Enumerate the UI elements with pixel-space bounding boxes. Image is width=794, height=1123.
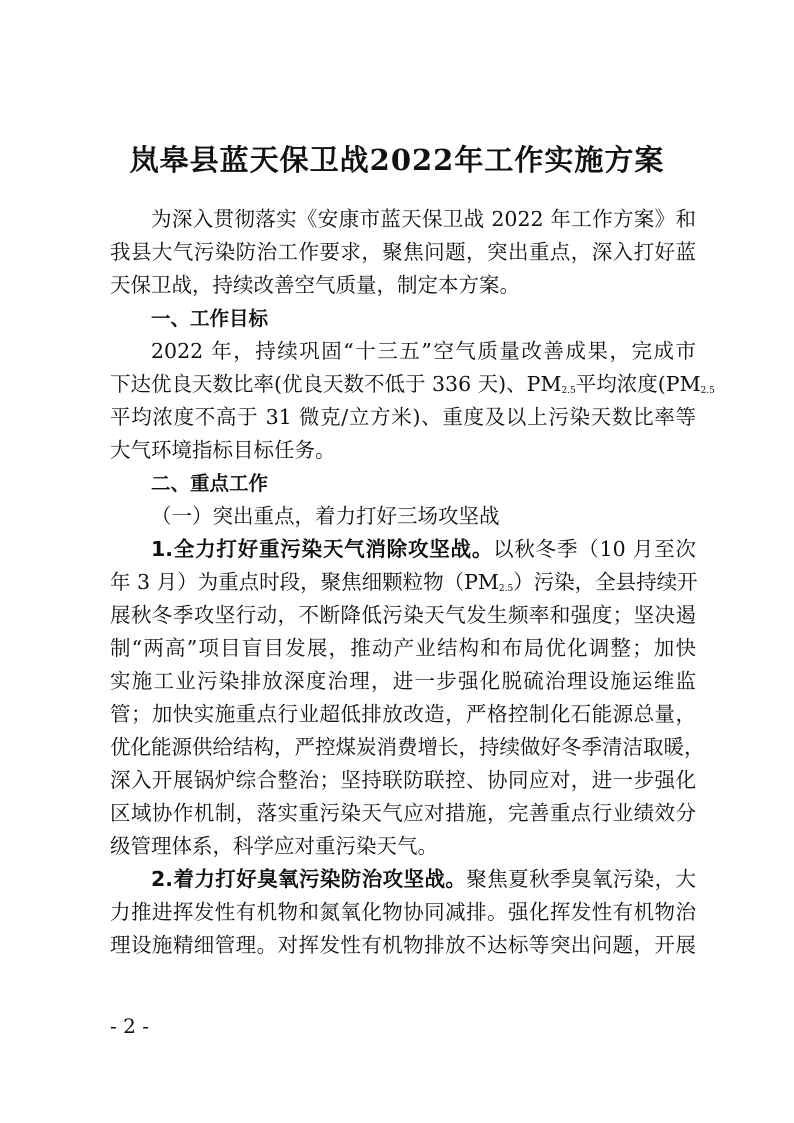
item1-text: ）污染，全县持续开 [513, 570, 698, 594]
intro-line: 我县大气污染防治工作要求，聚焦问题，突出重点，深入打好蓝 [110, 240, 696, 264]
item2-lead: 2.着力打好臭氧污染防治攻坚战。 [151, 867, 467, 891]
item1-line: 深入开展锅炉综合整治；坚持联防联控、协同应对，进一步强化 [110, 768, 696, 792]
page-number: - 2 - [110, 1014, 149, 1038]
item1-line: 制“两高”项目盲目发展，推动产业结构和布局优化调整；加快 [110, 636, 696, 660]
item2-line: 力推进挥发性有机物和氮氧化物协同减排。强化挥发性有机物治 [110, 900, 696, 924]
item1-line: 展秋冬季攻坚行动，不断降低污染天气发生频率和强度；坚决遏 [110, 603, 696, 627]
item1-line: 实施工业污染排放深度治理，进一步强化脱硫治理设施运维监 [110, 669, 696, 693]
pm-subscript: 2.5 [498, 584, 514, 594]
item1-line: 优化能源供给结构，严控煤炭消费增长，持续做好冬季清洁取暖， [110, 735, 705, 759]
item1-line [110, 533, 696, 566]
item1-line: 级管理体系，科学应对重污染天气。 [110, 834, 438, 858]
pm-subscript: 2.5 [700, 386, 715, 396]
item2-text: 聚焦夏秋季臭氧污染，大 [466, 867, 697, 891]
goals-text: 下达优良天数比率(优良天数不低于 336 天)、PM [110, 372, 562, 396]
item1-line: 区域协作机制，落实重污染天气应对措施，完善重点行业绩效分 [110, 801, 696, 825]
item1-line [110, 566, 696, 599]
item2-line: 理设施精细管理。对挥发性有机物排放不达标等突出问题，开展 [110, 933, 696, 957]
item1-lead: 1.全力打好重污染天气消除攻坚战。 [151, 537, 494, 561]
pm-subscript: 2.5 [561, 386, 576, 396]
item1-text: 以秋冬季（10 月至次 [493, 537, 696, 561]
goals-line [110, 368, 715, 401]
item2-line [110, 863, 696, 896]
section-heading-key-work: 二、重点工作 [151, 472, 269, 495]
intro-line: 为深入贯彻落实《安康市蓝天保卫战 2022 年工作方案》和 [151, 207, 696, 231]
item1-text: 年 3 月）为重点时段，聚焦细颗粒物（PM [110, 570, 499, 594]
subsection-heading: （一）突出重点，着力打好三场攻坚战 [151, 504, 500, 528]
item1-line: 管；加快实施重点行业超低排放改造，严格控制化石能源总量， [110, 702, 696, 726]
document-title: 岚皋县蓝天保卫战2022年工作实施方案 [129, 143, 665, 177]
goals-line: 大气环境指标目标任务。 [110, 438, 336, 462]
goals-line: 2022 年，持续巩固“十三五”空气质量改善成果，完成市 [151, 339, 696, 363]
intro-line: 天保卫战，持续改善空气质量，制定本方案。 [110, 273, 520, 297]
section-heading-goals: 一、工作目标 [151, 307, 269, 330]
goals-line: 平均浓度不高于 31 微克/立方米)、重度及以上污染天数比率等 [110, 405, 696, 429]
document-body [110, 203, 715, 962]
goals-text: 平均浓度(PM [575, 372, 701, 396]
